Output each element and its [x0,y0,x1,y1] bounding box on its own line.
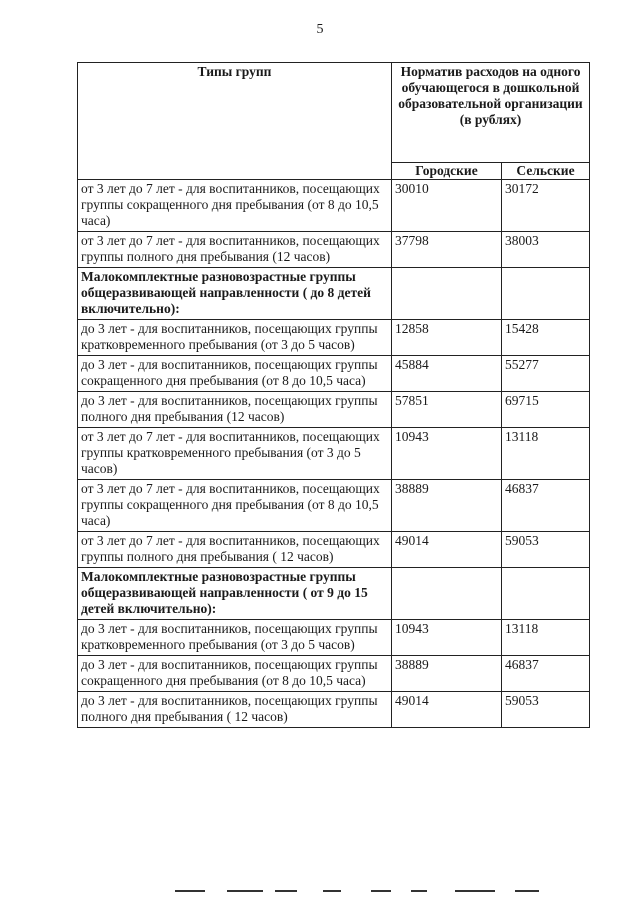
rural-value: 59053 [502,692,590,728]
table-body [78,180,590,728]
table-row [78,180,590,232]
row-label: до 3 лет - для воспитанников, посещающих группы сокращенного дня пребывания (от 8 до 10,5 часа) [78,356,392,392]
rural-value: 15428 [502,320,590,356]
rural-value: 55277 [502,356,590,392]
urban-value: 38889 [392,656,502,692]
urban-value: 49014 [392,692,502,728]
urban-value: 12858 [392,320,502,356]
section-row [78,568,590,620]
rural-value: 46837 [502,656,590,692]
urban-value [392,268,502,320]
table-row [78,320,590,356]
table-row [78,392,590,428]
urban-value: 57851 [392,392,502,428]
row-label: от 3 лет до 7 лет - для воспитанников, посещающих группы сокращенного дня пребывания (от 8 до 10,5 часа) [78,180,392,232]
row-label: до 3 лет - для воспитанников, посещающих группы кратковременного пребывания (от 3 до 5 часов) [78,620,392,656]
urban-value: 30010 [392,180,502,232]
table-row [78,356,590,392]
urban-value: 49014 [392,532,502,568]
row-label: Малокомплектные разновозрастные группы общеразвивающей направленности ( до 8 детей включительно): [78,268,392,320]
rural-value: 46837 [502,480,590,532]
rural-value: 69715 [502,392,590,428]
row-label: до 3 лет - для воспитанников, посещающих группы полного дня пребывания ( 12 часов) [78,692,392,728]
rural-value [502,568,590,620]
table-row [78,532,590,568]
row-label: от 3 лет до 7 лет - для воспитанников, посещающих группы полного дня пребывания ( 12 часов) [78,532,392,568]
norms-table [77,62,590,728]
rural-value: 59053 [502,532,590,568]
urban-value: 38889 [392,480,502,532]
header-urban: Городские [392,163,502,180]
urban-value [392,568,502,620]
header-group-type: Типы групп [78,63,392,180]
rural-value: 30172 [502,180,590,232]
header-norm: Норматив расходов на одного обучающегося в дошкольной образовательной организации (в рублях) [392,63,590,163]
page-number: 5 [316,22,324,37]
rural-value: 13118 [502,428,590,480]
urban-value: 10943 [392,428,502,480]
table-row [78,656,590,692]
urban-value: 37798 [392,232,502,268]
row-label: до 3 лет - для воспитанников, посещающих группы кратковременного пребывания (от 3 до 5 часов) [78,320,392,356]
table-row [78,480,590,532]
rural-value: 13118 [502,620,590,656]
rural-value [502,268,590,320]
header-rural: Сельские [502,163,590,180]
table-row [78,232,590,268]
table-row [78,428,590,480]
section-row [78,268,590,320]
row-label: от 3 лет до 7 лет - для воспитанников, посещающих группы полного дня пребывания (12 часов) [78,232,392,268]
row-label: от 3 лет до 7 лет - для воспитанников, посещающих группы сокращенного дня пребывания (от 8 до 10,5 часа) [78,480,392,532]
table-row [78,692,590,728]
row-label: до 3 лет - для воспитанников, посещающих группы полного дня пребывания (12 часов) [78,392,392,428]
urban-value: 10943 [392,620,502,656]
scan-artifact-marks [175,890,575,894]
row-label: до 3 лет - для воспитанников, посещающих группы сокращенного дня пребывания (от 8 до 10,5 часа) [78,656,392,692]
rural-value: 38003 [502,232,590,268]
table-row [78,620,590,656]
row-label: Малокомплектные разновозрастные группы общеразвивающей направленности ( от 9 до 15 детей включительно): [78,568,392,620]
row-label: от 3 лет до 7 лет - для воспитанников, посещающих группы кратковременного пребывания (от 3 до 5 часов) [78,428,392,480]
urban-value: 45884 [392,356,502,392]
